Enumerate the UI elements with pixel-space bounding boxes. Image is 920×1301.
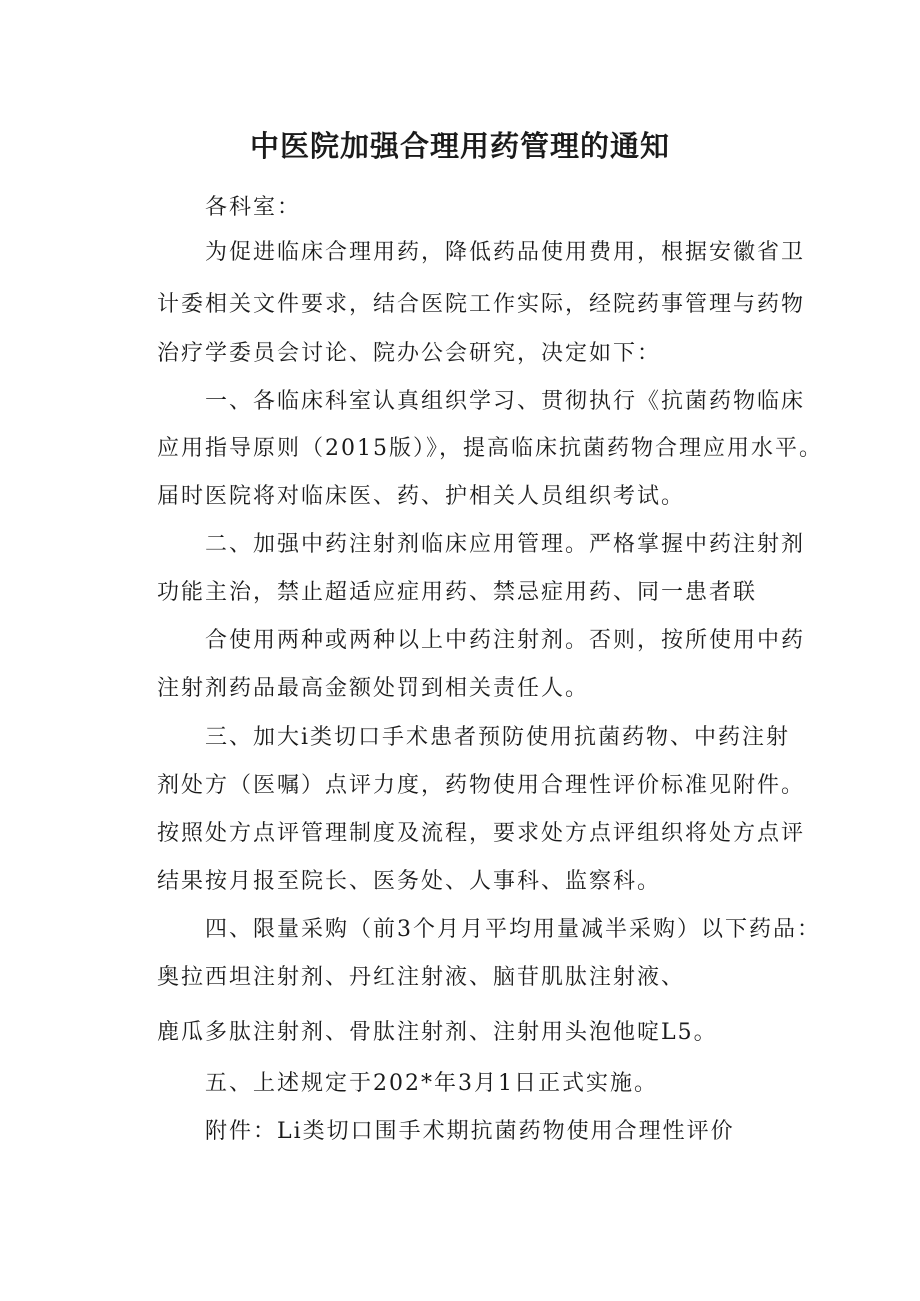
paragraph-line: 治疗学委员会讨论、院办公会研究，决定如下：: [157, 341, 662, 366]
paragraph-line: 合使用两种或两种以上中药注射剂。否则，按所使用中药: [205, 628, 806, 653]
paragraph-line: 四、限量采购（前3个月月平均用量减半采购）以下药品：: [205, 917, 821, 942]
paragraph-line: 奥拉西坦注射剂、丹红注射液、脑苷肌肽注射液、: [157, 965, 686, 990]
paragraph-line: 注射剂药品最高金额处罚到相关责任人。: [157, 676, 590, 701]
paragraph-line: 按照处方点评管理制度及流程，要求处方点评组织将处方点评: [157, 821, 806, 846]
paragraph-line: 为促进临床合理用药，降低药品使用费用，根据安徽省卫: [205, 240, 806, 265]
attachment-line: 附件：Li类切口围手术期抗菌药物使用合理性评价: [205, 1119, 735, 1144]
document-title: 中医院加强合理用药管理的通知: [249, 129, 670, 163]
paragraph-line: 一、各临床科室认真组织学习、贯彻执行《抗菌药物临床: [205, 389, 806, 414]
salutation: 各科室：: [205, 195, 302, 220]
paragraph-line: 二、加强中药注射剂临床应用管理。严格掌握中药注射剂: [205, 532, 806, 557]
paragraph-line: 计委相关文件要求，结合医院工作实际，经院药事管理与药物: [157, 292, 806, 317]
paragraph-line: 功能主治，禁止超适应症用药、禁忌症用药、同一患者联: [157, 580, 758, 605]
paragraph-line: 鹿瓜多肽注射剂、骨肽注射剂、注射用头泡他啶L5。: [157, 1020, 718, 1045]
paragraph-line: 三、加大i类切口手术患者预防使用抗菌药物、中药注射: [205, 725, 791, 750]
paragraph-line: 剂处方（医嘱）点评力度，药物使用合理性评价标准见附件。: [157, 773, 806, 798]
paragraph-line: 届时医院将对临床医、药、护相关人员组织考试。: [157, 484, 686, 509]
paragraph-line: 五、上述规定于202*年3月1日正式实施。: [205, 1071, 658, 1096]
paragraph-line: 结果按月报至院长、医务处、人事科、监察科。: [157, 869, 662, 894]
paragraph-line: 应用指导原则（2015版）》，提高临床抗菌药物合理应用水平。: [157, 436, 823, 461]
